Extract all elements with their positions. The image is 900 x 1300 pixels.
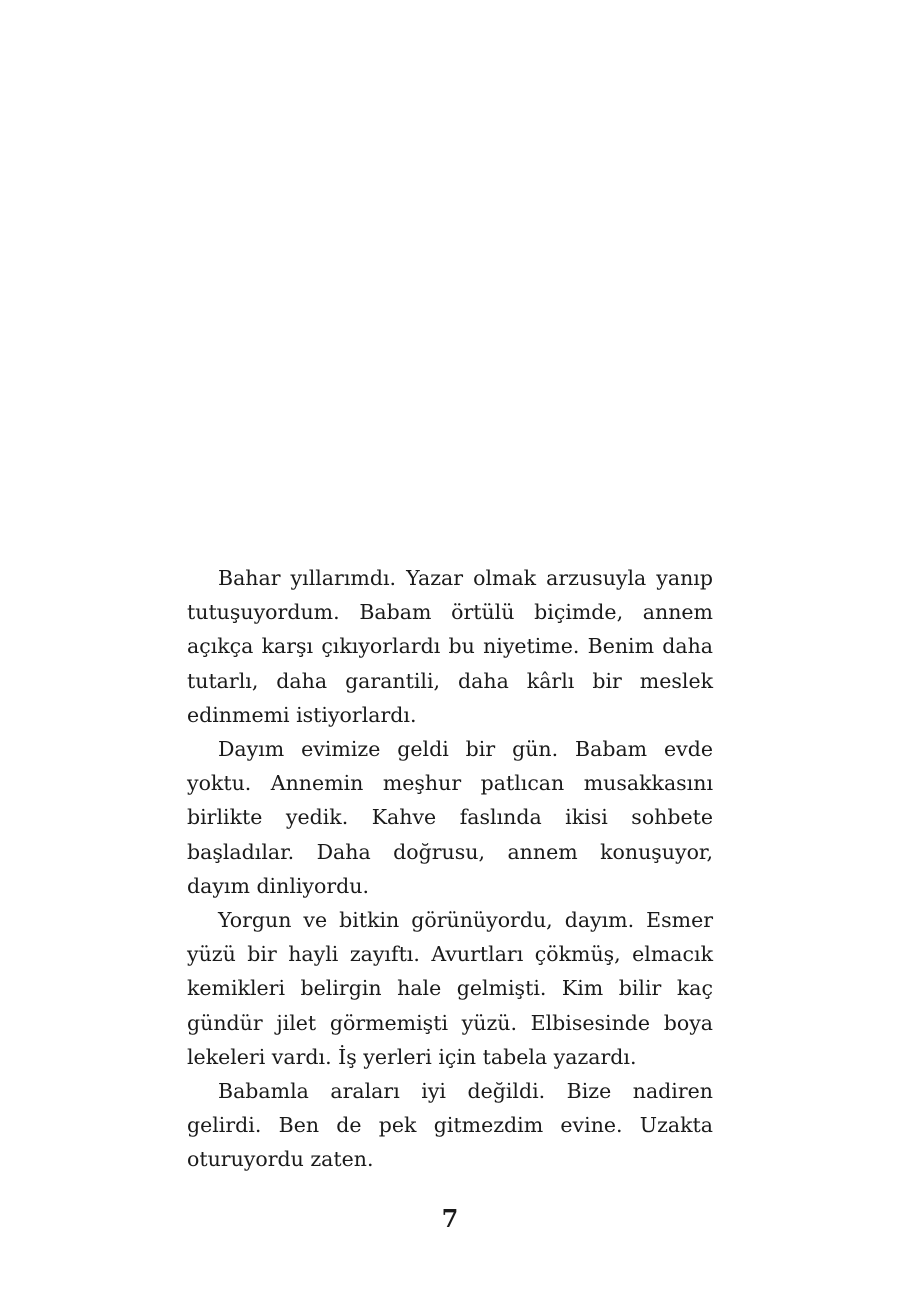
page-number: 7 bbox=[441, 1204, 459, 1233]
paragraph-2: Dayım evimize geldi bir gün. Babam evde yoktu. Annemin meşhur patlıcan musakkasını birlikte yedik. Kahve faslında ikisi sohbete başladılar. Daha doğrusu, annem konuşuyor, dayım dinliyordu. bbox=[187, 737, 713, 898]
paragraph-3: Yorgun ve bitkin görünüyordu, dayım. Esmer yüzü bir hayli zayıftı. Avurtları çökmüş, elmacık kemikleri belirgin hale gelmişti. Kim bilir kaç gündür jilet görmemişti yüzü. Elbisesinde boya lekeleri vardı. İş yerleri için tabela yazardı. bbox=[187, 908, 713, 1069]
body-text bbox=[187, 561, 713, 1177]
paragraph-1: Bahar yıllarımdı. Yazar olmak arzusuyla yanıp tutuşuyordum. Babam örtülü biçimde, annem açıkça karşı çıkıyorlardı bu niyetime. Benim daha tutarlı, daha garantili, daha kârlı bir meslek edinmemi istiyorlardı. bbox=[187, 566, 713, 727]
paragraph-4: Babamla araları iyi değildi. Bize nadiren gelirdi. Ben de pek gitmezdim evine. Uzakta oturuyordu zaten. bbox=[187, 1079, 713, 1172]
